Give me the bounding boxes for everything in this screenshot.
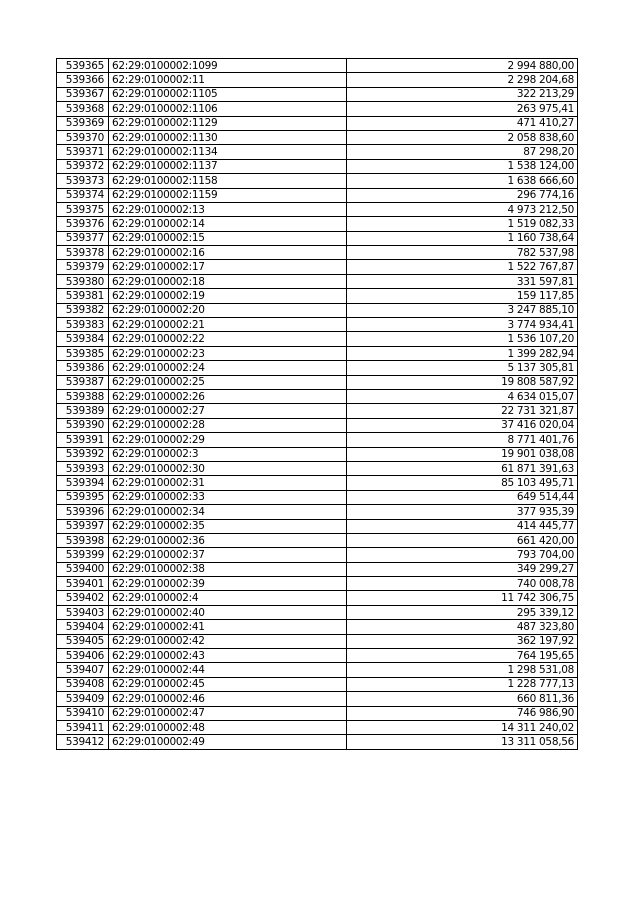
- table-row: [57, 116, 578, 130]
- cadastral-value-cell: 362 197,92: [347, 634, 578, 648]
- table-row: [57, 433, 578, 447]
- cadastral-value-cell: 11 742 306,75: [347, 591, 578, 605]
- row-number-cell: 539374: [57, 188, 109, 202]
- table-row: [57, 649, 578, 663]
- cadastral-number-cell: 62:29:0100002:20: [109, 303, 347, 317]
- cadastral-number-cell: 62:29:0100002:34: [109, 505, 347, 519]
- cadastral-value-cell: 793 704,00: [347, 548, 578, 562]
- cadastral-value-cell: 331 597,81: [347, 274, 578, 288]
- cadastral-value-cell: 349 299,27: [347, 562, 578, 576]
- table-row: [57, 404, 578, 418]
- cadastral-value-cell: 782 537,98: [347, 246, 578, 260]
- table-row: [57, 145, 578, 159]
- row-number-cell: 539393: [57, 461, 109, 475]
- row-number-cell: 539401: [57, 577, 109, 591]
- cadastral-number-cell: 62:29:0100002:35: [109, 519, 347, 533]
- table-row: [57, 620, 578, 634]
- row-number-cell: 539366: [57, 73, 109, 87]
- row-number-cell: 539410: [57, 706, 109, 720]
- table-row: [57, 692, 578, 706]
- table-row: [57, 361, 578, 375]
- cadastral-value-cell: 61 871 391,63: [347, 461, 578, 475]
- table-row: [57, 389, 578, 403]
- row-number-cell: 539411: [57, 720, 109, 734]
- table-row: [57, 663, 578, 677]
- table-row: [57, 634, 578, 648]
- table-row: [57, 548, 578, 562]
- table-row: [57, 605, 578, 619]
- cadastral-value-cell: 296 774,16: [347, 188, 578, 202]
- cadastral-value-cell: 414 445,77: [347, 519, 578, 533]
- cadastral-number-cell: 62:29:0100002:16: [109, 246, 347, 260]
- cadastral-value-cell: 13 311 058,56: [347, 735, 578, 749]
- cadastral-value-cell: 2 298 204,68: [347, 73, 578, 87]
- table-row: [57, 706, 578, 720]
- cadastral-value-cell: 764 195,65: [347, 649, 578, 663]
- table-row: [57, 274, 578, 288]
- table-row: [57, 188, 578, 202]
- table-row: [57, 260, 578, 274]
- table-row: [57, 130, 578, 144]
- cadastral-value-cell: 159 117,85: [347, 289, 578, 303]
- row-number-cell: 539383: [57, 318, 109, 332]
- cadastral-value-cell: 1 536 107,20: [347, 332, 578, 346]
- cadastral-value-cell: 14 311 240,02: [347, 720, 578, 734]
- table-row: [57, 174, 578, 188]
- cadastral-value-cell: 1 538 124,00: [347, 159, 578, 173]
- row-number-cell: 539387: [57, 375, 109, 389]
- cadastral-number-cell: 62:29:0100002:42: [109, 634, 347, 648]
- cadastral-number-cell: 62:29:0100002:31: [109, 476, 347, 490]
- cadastral-value-cell: 1 160 738,64: [347, 231, 578, 245]
- row-number-cell: 539371: [57, 145, 109, 159]
- cadastral-value-cell: 377 935,39: [347, 505, 578, 519]
- row-number-cell: 539398: [57, 533, 109, 547]
- table-row: [57, 231, 578, 245]
- table-row: [57, 591, 578, 605]
- row-number-cell: 539385: [57, 346, 109, 360]
- table-row: [57, 159, 578, 173]
- table-row: [57, 102, 578, 116]
- cadastral-value-cell: 660 811,36: [347, 692, 578, 706]
- cadastral-number-cell: 62:29:0100002:19: [109, 289, 347, 303]
- row-number-cell: 539399: [57, 548, 109, 562]
- row-number-cell: 539408: [57, 677, 109, 691]
- cadastral-number-cell: 62:29:0100002:47: [109, 706, 347, 720]
- row-number-cell: 539404: [57, 620, 109, 634]
- row-number-cell: 539402: [57, 591, 109, 605]
- cadastral-number-cell: 62:29:0100002:11: [109, 73, 347, 87]
- table-row: [57, 735, 578, 749]
- cadastral-number-cell: 62:29:0100002:49: [109, 735, 347, 749]
- row-number-cell: 539380: [57, 274, 109, 288]
- row-number-cell: 539372: [57, 159, 109, 173]
- cadastral-value-cell: 1 298 531,08: [347, 663, 578, 677]
- cadastral-number-cell: 62:29:0100002:1105: [109, 87, 347, 101]
- cadastral-number-cell: 62:29:0100002:14: [109, 217, 347, 231]
- row-number-cell: 539373: [57, 174, 109, 188]
- row-number-cell: 539382: [57, 303, 109, 317]
- row-number-cell: 539365: [57, 59, 109, 73]
- cadastral-value-cell: 37 416 020,04: [347, 418, 578, 432]
- cadastral-number-cell: 62:29:0100002:43: [109, 649, 347, 663]
- cadastral-value-cell: 471 410,27: [347, 116, 578, 130]
- cadastral-value-cell: 4 973 212,50: [347, 202, 578, 216]
- cadastral-value-cell: 19 901 038,08: [347, 447, 578, 461]
- cadastral-value-cell: 295 339,12: [347, 605, 578, 619]
- table-row: [57, 303, 578, 317]
- cadastral-value-cell: 85 103 495,71: [347, 476, 578, 490]
- row-number-cell: 539390: [57, 418, 109, 432]
- table-row: [57, 346, 578, 360]
- cadastral-number-cell: 62:29:0100002:4: [109, 591, 347, 605]
- cadastral-number-cell: 62:29:0100002:45: [109, 677, 347, 691]
- row-number-cell: 539386: [57, 361, 109, 375]
- cadastral-number-cell: 62:29:0100002:25: [109, 375, 347, 389]
- row-number-cell: 539412: [57, 735, 109, 749]
- cadastral-value-cell: 3 774 934,41: [347, 318, 578, 332]
- cadastral-number-cell: 62:29:0100002:37: [109, 548, 347, 562]
- table-row: [57, 375, 578, 389]
- cadastral-value-cell: 649 514,44: [347, 490, 578, 504]
- cadastral-number-cell: 62:29:0100002:38: [109, 562, 347, 576]
- table-row: [57, 562, 578, 576]
- table-row: [57, 577, 578, 591]
- row-number-cell: 539375: [57, 202, 109, 216]
- cadastral-number-cell: 62:29:0100002:33: [109, 490, 347, 504]
- cadastral-number-cell: 62:29:0100002:29: [109, 433, 347, 447]
- table-row: [57, 202, 578, 216]
- table-body: [57, 59, 578, 750]
- cadastral-number-cell: 62:29:0100002:18: [109, 274, 347, 288]
- cadastral-value-cell: 1 228 777,13: [347, 677, 578, 691]
- table-row: [57, 447, 578, 461]
- cadastral-value-cell: 1 522 767,87: [347, 260, 578, 274]
- cadastral-number-cell: 62:29:0100002:1158: [109, 174, 347, 188]
- row-number-cell: 539370: [57, 130, 109, 144]
- table-row: [57, 332, 578, 346]
- cadastral-value-cell: 1 519 082,33: [347, 217, 578, 231]
- cadastral-value-cell: 746 986,90: [347, 706, 578, 720]
- row-number-cell: 539384: [57, 332, 109, 346]
- cadastral-value-cell: 487 323,80: [347, 620, 578, 634]
- table-row: [57, 519, 578, 533]
- cadastral-value-cell: 1 399 282,94: [347, 346, 578, 360]
- cadastral-value-table: [56, 58, 578, 750]
- row-number-cell: 539377: [57, 231, 109, 245]
- row-number-cell: 539400: [57, 562, 109, 576]
- cadastral-value-cell: 87 298,20: [347, 145, 578, 159]
- table-row: [57, 87, 578, 101]
- cadastral-number-cell: 62:29:0100002:28: [109, 418, 347, 432]
- cadastral-number-cell: 62:29:0100002:23: [109, 346, 347, 360]
- cadastral-number-cell: 62:29:0100002:48: [109, 720, 347, 734]
- cadastral-number-cell: 62:29:0100002:1099: [109, 59, 347, 73]
- cadastral-number-cell: 62:29:0100002:21: [109, 318, 347, 332]
- cadastral-value-cell: 19 808 587,92: [347, 375, 578, 389]
- cadastral-number-cell: 62:29:0100002:1137: [109, 159, 347, 173]
- row-number-cell: 539397: [57, 519, 109, 533]
- table-row: [57, 318, 578, 332]
- row-number-cell: 539396: [57, 505, 109, 519]
- cadastral-number-cell: 62:29:0100002:15: [109, 231, 347, 245]
- cadastral-number-cell: 62:29:0100002:30: [109, 461, 347, 475]
- cadastral-number-cell: 62:29:0100002:24: [109, 361, 347, 375]
- row-number-cell: 539409: [57, 692, 109, 706]
- row-number-cell: 539405: [57, 634, 109, 648]
- cadastral-value-cell: 4 634 015,07: [347, 389, 578, 403]
- cadastral-value-cell: 1 638 666,60: [347, 174, 578, 188]
- row-number-cell: 539395: [57, 490, 109, 504]
- table-row: [57, 59, 578, 73]
- cadastral-number-cell: 62:29:0100002:39: [109, 577, 347, 591]
- cadastral-number-cell: 62:29:0100002:27: [109, 404, 347, 418]
- table-row: [57, 246, 578, 260]
- cadastral-number-cell: 62:29:0100002:46: [109, 692, 347, 706]
- cadastral-number-cell: 62:29:0100002:1106: [109, 102, 347, 116]
- row-number-cell: 539392: [57, 447, 109, 461]
- table-row: [57, 418, 578, 432]
- row-number-cell: 539378: [57, 246, 109, 260]
- table-row: [57, 289, 578, 303]
- table-row: [57, 217, 578, 231]
- table-row: [57, 490, 578, 504]
- cadastral-value-cell: 8 771 401,76: [347, 433, 578, 447]
- row-number-cell: 539368: [57, 102, 109, 116]
- cadastral-value-cell: 322 213,29: [347, 87, 578, 101]
- row-number-cell: 539394: [57, 476, 109, 490]
- cadastral-number-cell: 62:29:0100002:3: [109, 447, 347, 461]
- cadastral-value-cell: 5 137 305,81: [347, 361, 578, 375]
- row-number-cell: 539407: [57, 663, 109, 677]
- cadastral-number-cell: 62:29:0100002:36: [109, 533, 347, 547]
- cadastral-value-cell: 661 420,00: [347, 533, 578, 547]
- row-number-cell: 539379: [57, 260, 109, 274]
- cadastral-number-cell: 62:29:0100002:1130: [109, 130, 347, 144]
- cadastral-number-cell: 62:29:0100002:17: [109, 260, 347, 274]
- row-number-cell: 539367: [57, 87, 109, 101]
- row-number-cell: 539388: [57, 389, 109, 403]
- cadastral-number-cell: 62:29:0100002:1134: [109, 145, 347, 159]
- cadastral-value-cell: 22 731 321,87: [347, 404, 578, 418]
- table-row: [57, 720, 578, 734]
- cadastral-number-cell: 62:29:0100002:22: [109, 332, 347, 346]
- row-number-cell: 539391: [57, 433, 109, 447]
- cadastral-value-cell: 3 247 885,10: [347, 303, 578, 317]
- row-number-cell: 539376: [57, 217, 109, 231]
- table-row: [57, 505, 578, 519]
- cadastral-number-cell: 62:29:0100002:41: [109, 620, 347, 634]
- cadastral-number-cell: 62:29:0100002:1129: [109, 116, 347, 130]
- table-row: [57, 73, 578, 87]
- cadastral-number-cell: 62:29:0100002:13: [109, 202, 347, 216]
- row-number-cell: 539389: [57, 404, 109, 418]
- table-row: [57, 533, 578, 547]
- cadastral-value-cell: 740 008,78: [347, 577, 578, 591]
- cadastral-number-cell: 62:29:0100002:44: [109, 663, 347, 677]
- row-number-cell: 539369: [57, 116, 109, 130]
- table-row: [57, 677, 578, 691]
- row-number-cell: 539381: [57, 289, 109, 303]
- cadastral-number-cell: 62:29:0100002:26: [109, 389, 347, 403]
- table-row: [57, 461, 578, 475]
- table-row: [57, 476, 578, 490]
- cadastral-number-cell: 62:29:0100002:1159: [109, 188, 347, 202]
- cadastral-number-cell: 62:29:0100002:40: [109, 605, 347, 619]
- cadastral-value-cell: 2 058 838,60: [347, 130, 578, 144]
- cadastral-value-cell: 263 975,41: [347, 102, 578, 116]
- row-number-cell: 539403: [57, 605, 109, 619]
- cadastral-value-cell: 2 994 880,00: [347, 59, 578, 73]
- row-number-cell: 539406: [57, 649, 109, 663]
